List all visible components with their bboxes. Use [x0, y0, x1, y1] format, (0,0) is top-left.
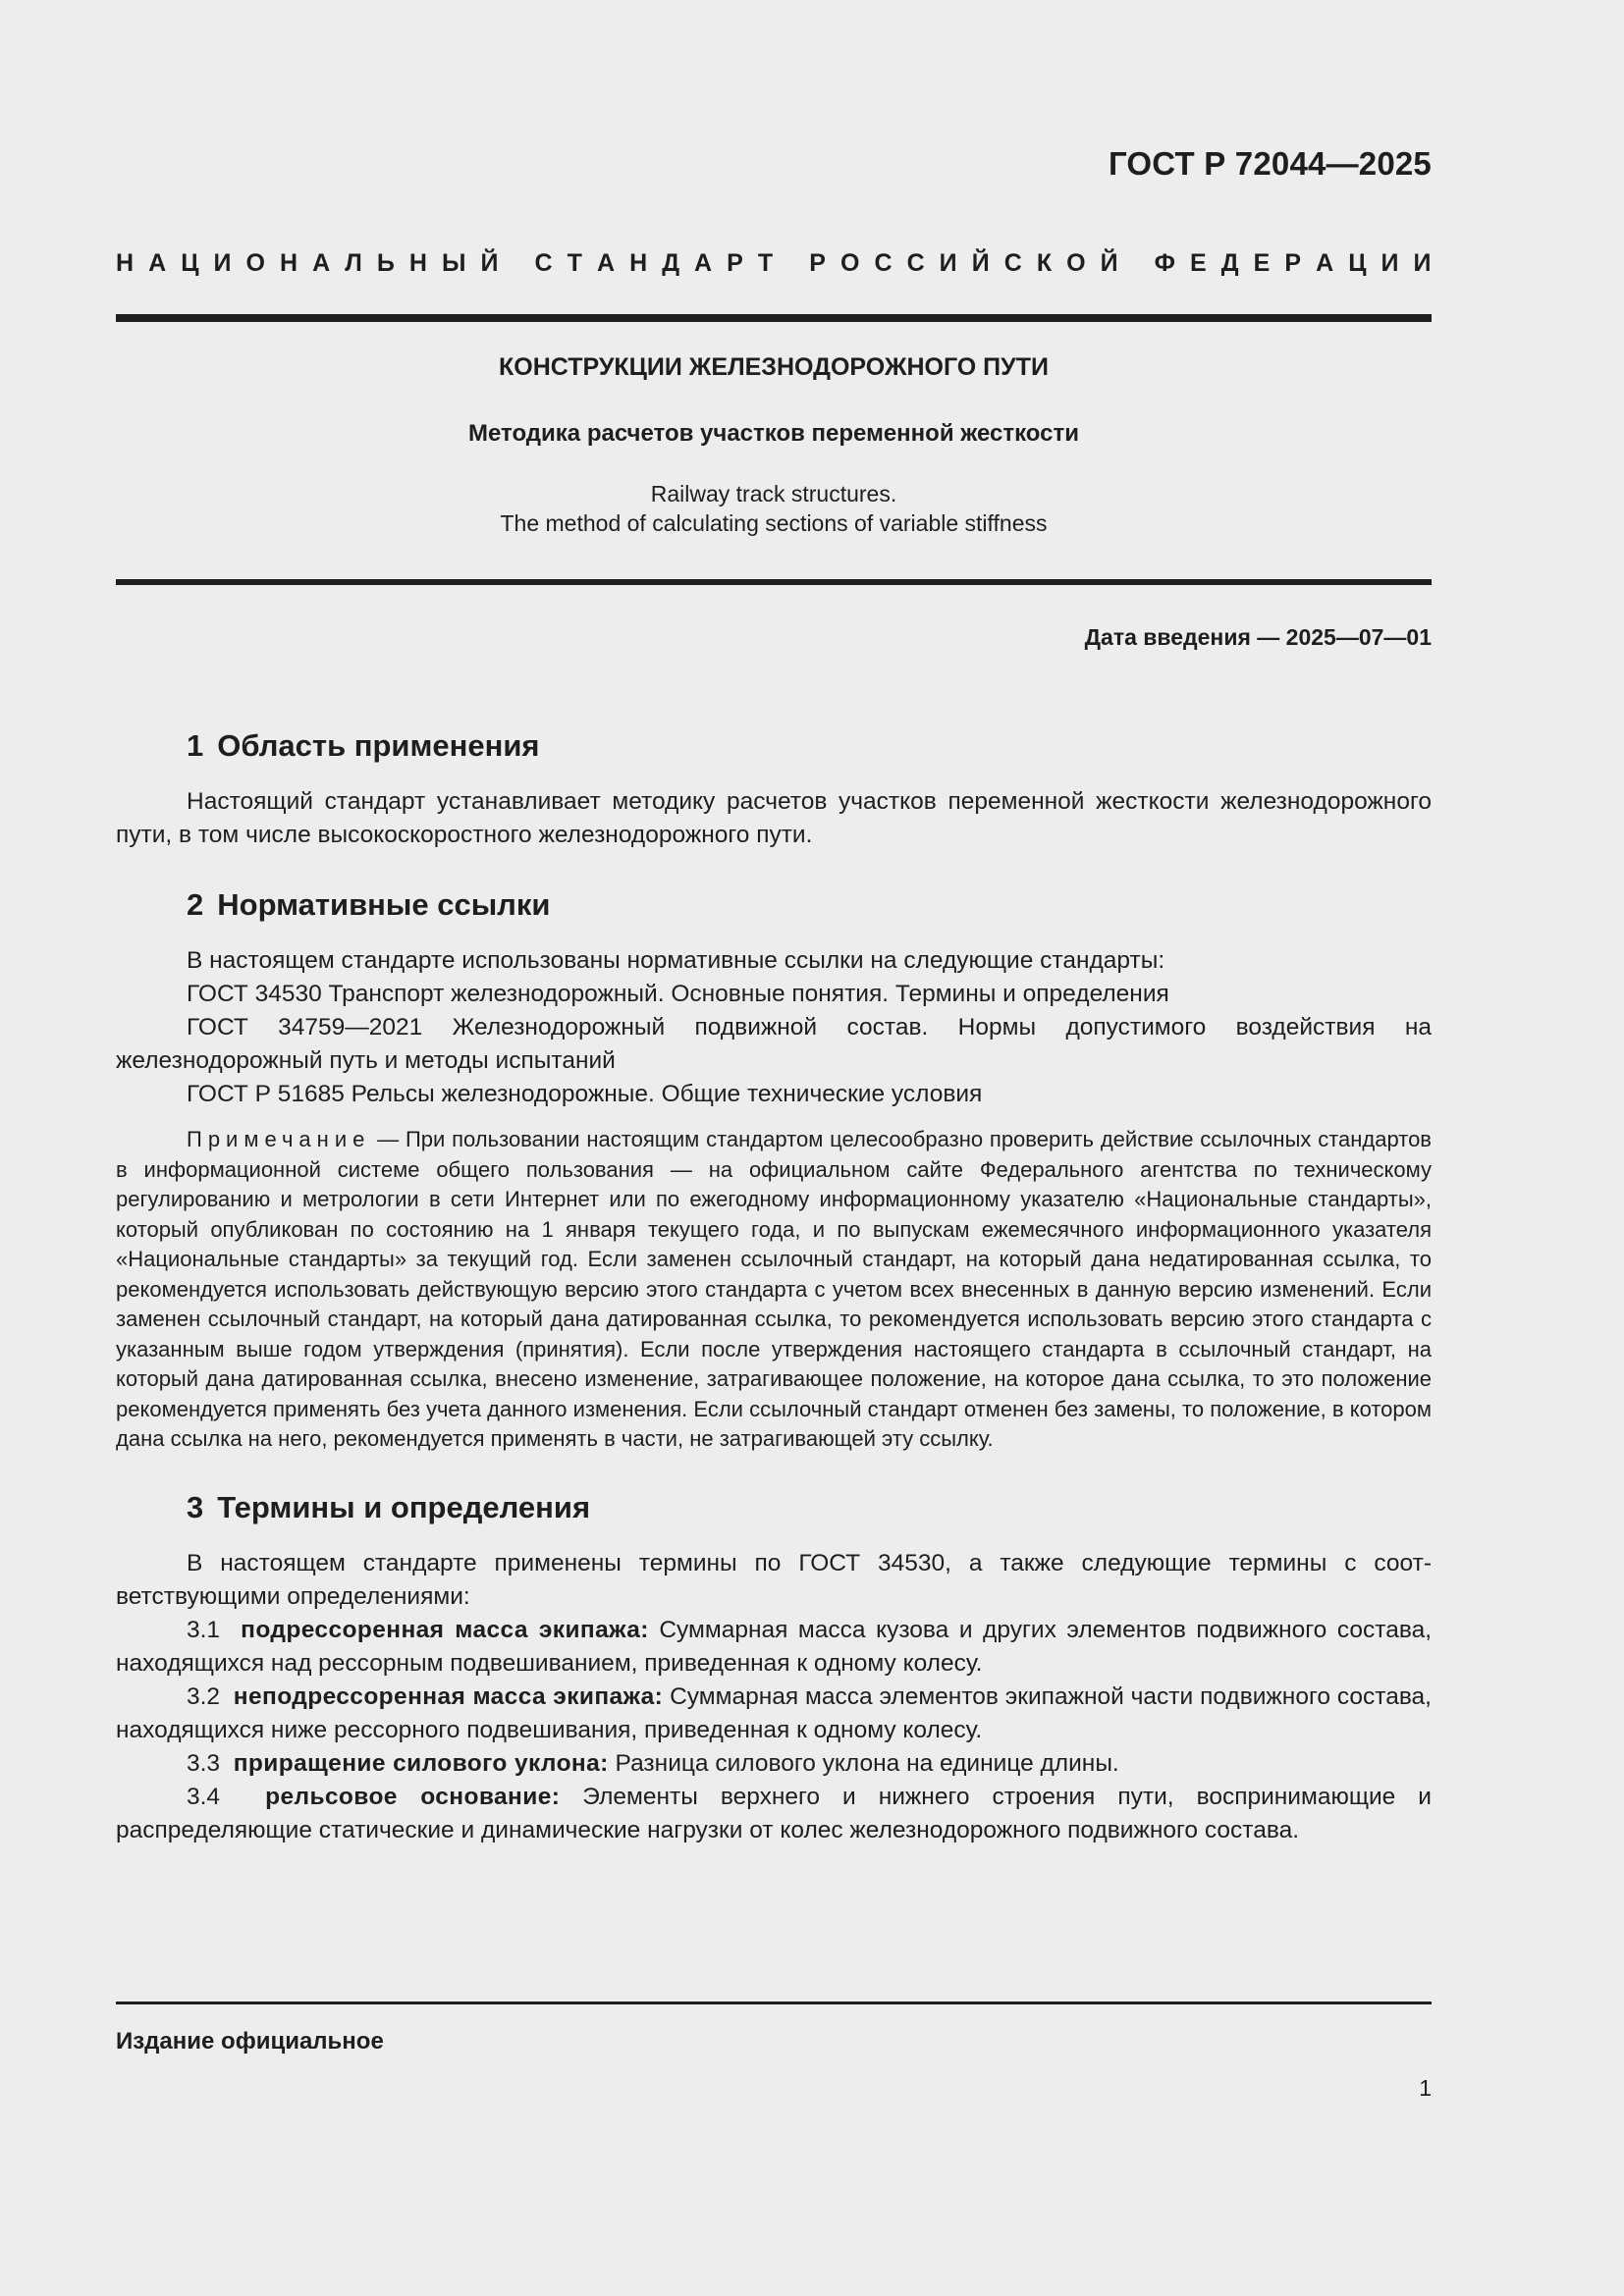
banner-letter: Й — [971, 249, 990, 277]
banner-letter: Н — [629, 249, 648, 277]
english-title-line-2: The method of calculating sections of variable stiffness — [500, 510, 1048, 536]
banner-letter: Р — [809, 249, 826, 277]
banner-letter: Е — [1190, 249, 1207, 277]
term-3-2 — [116, 1681, 1432, 1747]
term-3-1 — [116, 1614, 1432, 1681]
reference-gost-34530: ГОСТ 34530 Транспорт железнодорожный. Основные понятия. Термины и определения — [187, 981, 1169, 1007]
section-title: Нормативные ссылки — [217, 887, 551, 922]
section-number: 1 — [187, 728, 204, 763]
banner-letter: Ь — [376, 249, 395, 277]
term-definition: Разница силового уклона на единице длины. — [615, 1749, 1119, 1777]
term-number: 3.3 — [187, 1749, 221, 1777]
section-1-text: Настоящий стандарт устанавливает методику расчетов участков переменной жесткости железнодорожного пути, в том числе высокоскоростного железнодорожного пути. — [116, 788, 1432, 848]
term-number: 3.2 — [187, 1682, 221, 1710]
banner-letter: Н — [116, 249, 135, 277]
banner-letter: Р — [727, 249, 743, 277]
section-3-heading — [187, 1488, 1432, 1527]
reference-gost-34759: ГОСТ 34759—2021 Железнодорожный подвижной состав. Нормы допустимого воздействия на железнодорожный путь и методы испытаний — [116, 1014, 1432, 1074]
term-name: приращение силового уклона: — [233, 1749, 609, 1777]
english-title-line-1: Railway track structures. — [650, 481, 897, 507]
term-name: подрессоренная масса экипажа: — [241, 1616, 649, 1643]
banner-letter — [787, 249, 794, 278]
banner-letter: К — [1036, 249, 1053, 277]
term-definition: Суммарная масса кузова и других элементов подвижного состава, находящихся над рессорным подвешиванием, приведенная к одному колесу. — [116, 1616, 1433, 1677]
introduction-date: Дата введения — 2025—07—01 — [1084, 624, 1432, 650]
document-page — [116, 0, 1432, 2296]
section-title: Область применения — [217, 728, 540, 763]
section-2-heading — [187, 885, 1432, 925]
term-number: 3.4 — [187, 1783, 221, 1810]
english-title — [116, 479, 1432, 538]
banner-letter: И — [939, 249, 957, 277]
banner-letter: Н — [408, 249, 427, 277]
section-title: Термины и определения — [217, 1489, 591, 1524]
standard-code: ГОСТ Р 72044—2025 — [1108, 145, 1432, 182]
banner-letter — [1133, 249, 1140, 278]
banner-letter: И — [1380, 249, 1399, 277]
official-edition-label: Издание официальное — [116, 2028, 384, 2055]
banner-letter: А — [148, 249, 167, 277]
banner-letter: И — [1413, 249, 1432, 277]
banner-letter: Ц — [1348, 249, 1367, 277]
banner-letter: С — [534, 249, 553, 277]
term-3-3 — [116, 1747, 1432, 1781]
banner-letter: Т — [567, 249, 582, 277]
term-definition: Суммарная масса элементов экипажной части подвижного состава, находящихся ниже рессорного подвешивания, приведенная к одному колесу. — [116, 1682, 1432, 1743]
section-3-intro: В настоящем стандарте применены термины по ГОСТ 34530, а также следующие термины с соответствующими определениями: — [116, 1549, 1432, 1610]
banner-letter: Д — [1220, 249, 1239, 277]
banner-letter: И — [213, 249, 232, 277]
national-standard-banner — [116, 249, 1432, 278]
note-text: — При пользовании настоящим стандартом целесообразно проверить действие ссылочных стандартов в информационной системе общего пользования — на официальном сайте Федерального агентства по техническому регулированию и метрологии в сети Интернет или по ежегодному информационному указателю «Национальные стандарты», который опубликован по состоянию на 1 января текущего года, и по выпускам ежемесячного информационного указателя «Национальные стандарты» за текущий год. Если заменен ссылочный стандарт, на который дана недатированная ссылка, то рекомендуется использовать действующую версию этого стандарта с учетом всех внесенных в данную версию изменений. Если заменен ссылочный стандарт, на который дана датированная ссылка, то рекомендуется использовать версию этого стандарта с указанным выше годом утверждения (принятия). Если после утверждения настоящего стандарта в ссылочный стандарт, на который дана датированная ссылка, внесено изменение, затрагивающее положение, на которое дана ссылка, то это положение рекомендуется применять без учета данного изменения. Если ссылочный стандарт отменен без замены, то положение, в котором дана ссылка на него, рекомендуется применять в части, не затрагивающей эту ссылку. — [116, 1127, 1432, 1451]
banner-letter: Н — [280, 249, 298, 277]
banner-letter: Ы — [441, 249, 466, 277]
footer-rule — [116, 2002, 1432, 2004]
section-number: 3 — [187, 1489, 204, 1524]
term-number: 3.1 — [187, 1616, 221, 1643]
page-number: 1 — [1419, 2075, 1432, 2101]
banner-letter: О — [1066, 249, 1086, 277]
banner-letter: Д — [662, 249, 679, 277]
document-body — [116, 726, 1432, 1847]
section-1-heading — [187, 726, 1432, 766]
document-title: КОНСТРУКЦИИ ЖЕЛЕЗНОДОРОЖНОГО ПУТИ — [499, 353, 1049, 381]
section-2-intro: В настоящем стандарте использованы нормативные ссылки на следующие стандарты: — [187, 947, 1165, 974]
banner-letter: Р — [1284, 249, 1302, 277]
note-label: Примечание — [187, 1127, 371, 1151]
banner-letter: А — [312, 249, 331, 277]
banner-letter: А — [694, 249, 713, 277]
section-2-note — [116, 1125, 1432, 1455]
term-name: неподрессоренная масса экипажа: — [233, 1682, 664, 1710]
banner-letter: Л — [345, 249, 362, 277]
reference-gost-r-51685: ГОСТ Р 51685 Рельсы железнодорожные. Общие технические условия — [187, 1081, 983, 1107]
term-name: рельсовое основание: — [265, 1783, 561, 1810]
banner-letter — [514, 249, 520, 278]
banner-letter: С — [906, 249, 925, 277]
banner-letter: А — [596, 249, 616, 277]
term-definition: Элементы верхнего и нижнего строения пути, воспринимающие и распределяющие статические и динамические нагрузки от колес железнодорожного подвижного состава. — [116, 1783, 1432, 1843]
banner-letter: Е — [1253, 249, 1271, 277]
header-rule-top — [116, 314, 1432, 322]
banner-letter: О — [839, 249, 860, 277]
banner-letter: Ф — [1154, 249, 1175, 277]
banner-letter: О — [245, 249, 265, 277]
banner-letter: Ц — [181, 249, 199, 277]
banner-letter: Й — [1100, 249, 1118, 277]
document-subtitle: Методика расчетов участков переменной жесткости — [468, 420, 1079, 447]
banner-letter: Й — [480, 249, 499, 277]
banner-letter: Т — [757, 249, 774, 277]
banner-letter: А — [1316, 249, 1334, 277]
term-3-4 — [116, 1781, 1432, 1847]
banner-letter: С — [1003, 249, 1022, 277]
section-number: 2 — [187, 887, 204, 922]
banner-letter: С — [874, 249, 893, 277]
header-rule-bottom — [116, 579, 1432, 585]
